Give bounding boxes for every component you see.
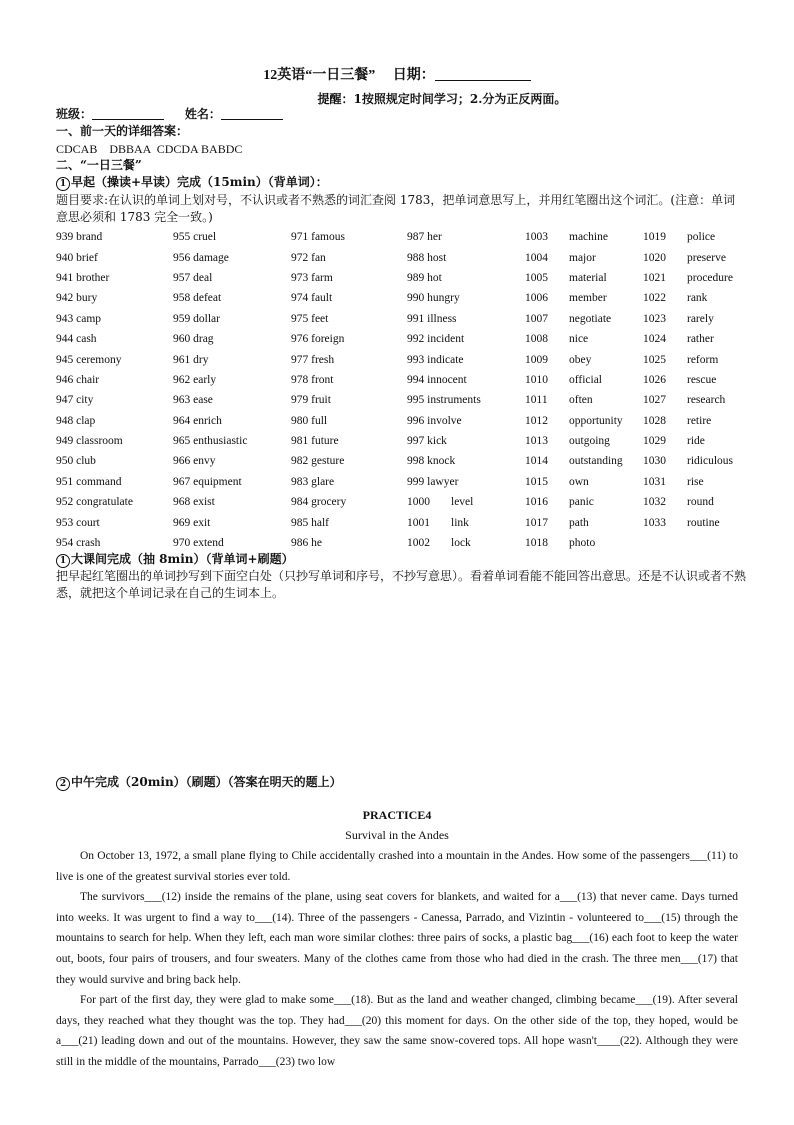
word-text: ridiculous [687,455,733,468]
word-entry: 968 exist [173,496,215,509]
word-number: 1022 [643,292,666,305]
word-text: opportunity [569,414,623,427]
word-entry: 994 innocent [407,373,467,386]
word-text: retire [687,414,712,427]
word-number: 1011 [525,394,548,407]
word-cell[interactable] [56,451,173,471]
date-label: 日期： [392,68,435,83]
word-cell[interactable] [643,370,743,390]
word-entry: 997 kick [407,435,447,448]
word-cell[interactable] [643,329,743,349]
word-entry: 942 bury [56,292,98,305]
word-entry: 977 fresh [291,353,335,366]
word-cell[interactable] [407,431,525,451]
word-cell[interactable] [525,431,643,451]
word-text: outstanding [569,455,623,468]
word-entry: 975 feet [291,312,329,325]
word-cell[interactable] [56,512,173,532]
word-row [56,451,743,471]
student-info [56,107,283,122]
word-cell[interactable] [525,533,643,553]
word-entry: 992 incident [407,333,465,346]
word-text: path [569,516,589,529]
word-text: research [687,394,726,407]
word-text: nice [569,333,589,346]
practice-subtitle: Survival in the Andes [345,828,449,842]
word-number: 1007 [525,312,548,325]
word-cell[interactable] [407,411,525,431]
word-row [56,533,743,553]
word-row [56,349,743,369]
word-entry: 949 classroom [56,435,123,448]
word-text: lock [451,537,471,550]
word-number: 1033 [643,516,666,529]
morning-heading [56,175,328,191]
word-cell[interactable] [56,227,173,247]
word-cell[interactable] [525,390,643,410]
word-entry: 964 enrich [173,414,222,427]
class-heading-text: 大课间完成（抽 8min）（背单词+刷题） [71,552,294,566]
word-text: major [569,251,596,264]
circled-one-icon: 1 [56,177,70,191]
word-number: 1021 [643,271,666,284]
word-entry: 971 famous [291,231,345,244]
page-title [0,64,794,84]
section2-heading: 二、“一日三餐” [56,158,142,172]
practice-title: PRACTICE4 [362,808,432,822]
word-entry: 985 half [291,516,330,529]
word-cell[interactable] [173,411,291,431]
word-text: reform [687,353,719,366]
word-cell[interactable] [56,349,173,369]
word-cell[interactable] [525,247,643,267]
word-text: member [569,292,607,305]
word-number: 1005 [525,271,548,284]
word-entry: 982 gesture [291,455,345,468]
word-cell[interactable] [291,431,407,451]
word-cell[interactable] [173,390,291,410]
word-cell[interactable] [173,329,291,349]
passage-paragraph: On October 13, 1972, a small plane flying to Chile accidentally crashed into a mountain in the Andes. How some of the passengers___(11) to live is one of the greatest survival stories ever told. [56,850,738,883]
word-cell[interactable] [643,309,743,329]
word-cell[interactable] [407,472,525,492]
word-cell[interactable] [56,472,173,492]
word-cell[interactable] [291,288,407,308]
word-cell[interactable] [291,309,407,329]
word-cell[interactable] [56,247,173,267]
word-entry: 961 dry [173,353,209,366]
word-cell[interactable] [407,288,525,308]
word-text: level [451,496,474,509]
word-entry: 952 congratulate [56,496,133,509]
word-entry: 988 host [407,251,447,264]
word-entry: 941 brother [56,271,110,284]
name-blank[interactable] [221,107,283,120]
word-entry: 958 defeat [173,292,222,305]
word-cell[interactable] [173,533,291,553]
word-cell[interactable] [173,512,291,532]
word-number: 1012 [525,414,548,427]
word-entry: 943 camp [56,312,102,325]
word-number: 1017 [525,516,548,529]
word-entry: 940 brief [56,251,98,264]
word-number: 1020 [643,251,666,264]
word-text: panic [569,496,594,509]
word-cell[interactable] [291,247,407,267]
word-cell[interactable] [525,288,643,308]
name-label: 姓名： [184,107,221,121]
morning-heading-text: 早起（操读+早读）完成（15min）（背单词）： [71,175,328,189]
word-cell[interactable] [407,329,525,349]
word-entry: 981 future [291,435,339,448]
word-text: preserve [687,251,726,264]
word-entry: 976 foreign [291,333,345,346]
word-cell[interactable] [56,492,173,512]
word-cell[interactable] [407,349,525,369]
word-text: police [687,231,716,244]
word-number: 1015 [525,475,548,488]
word-cell[interactable] [643,390,743,410]
word-cell[interactable] [525,309,643,329]
word-number: 1026 [643,373,666,386]
word-text: material [569,271,607,284]
word-entry: 979 fruit [291,394,331,407]
word-entry: 980 full [291,414,328,427]
word-number: 1000 [407,496,430,509]
word-cell[interactable] [173,309,291,329]
word-entry: 996 involve [407,414,462,427]
word-number: 1023 [643,312,666,325]
word-cell[interactable] [173,288,291,308]
word-number: 1029 [643,435,666,448]
word-entry: 951 command [56,475,122,488]
word-number: 1014 [525,455,548,468]
section1-answers: CDCAB DBBAA CDCDA BABDC [56,142,243,156]
word-entry: 962 early [173,373,217,386]
word-cell[interactable] [643,268,743,288]
passage-paragraph: For part of the first day, they were glad to make some___(18). But as the land and weather changed, climbing became___(19). After several days, they reached what they thought was the top. They had___(20) this moment for days. On the other side of the top, they hoped, would be a___(21) leading down and out of the mountains. However, they saw the same snow-covered tops. All hope wasn't____(22). Although they were still in the middle of the mountains, Parrado___(23) two low [56,994,738,1068]
requirement-text: 题目要求:在认识的单词上划对号，不认识或者不熟悉的词汇查阅 1783，把单词意思写上，并用红笔圈出这个词汇。(注意：单词意思必须和 1783 完全一致。) [56,193,736,224]
word-number: 1019 [643,231,666,244]
reminder: 提醒：1按照规定时间学习；2.分为正反两面。 [317,92,567,106]
word-cell[interactable] [291,349,407,369]
word-text: often [569,394,593,407]
word-cell[interactable] [56,533,173,553]
word-entry: 974 fault [291,292,333,305]
word-entry: 987 her [407,231,442,244]
word-cell[interactable] [525,472,643,492]
word-cell[interactable] [291,268,407,288]
word-text: routine [687,516,720,529]
word-cell[interactable] [643,472,743,492]
word-number: 1024 [643,333,666,346]
word-cell[interactable] [291,492,407,512]
word-text: ride [687,435,705,448]
word-number: 1010 [525,373,548,386]
word-entry: 939 brand [56,231,103,244]
word-cell[interactable] [173,451,291,471]
word-row [56,472,743,492]
word-text: obey [569,353,592,366]
date-blank[interactable] [435,66,531,81]
word-cell[interactable] [173,492,291,512]
word-text: rise [687,475,704,488]
word-entry: 993 indicate [407,353,464,366]
word-cell[interactable] [407,370,525,390]
word-cell[interactable] [525,349,643,369]
word-row [56,329,743,349]
word-text: rescue [687,373,717,386]
word-cell[interactable] [291,411,407,431]
word-entry: 999 lawyer [407,475,459,488]
word-cell[interactable] [56,431,173,451]
title-text: 12英语“一日三餐” [263,68,376,83]
word-number: 1032 [643,496,666,509]
word-row [56,431,743,451]
word-table [56,227,743,553]
word-number: 1008 [525,333,548,346]
word-entry: 991 illness [407,312,457,325]
word-cell[interactable] [173,431,291,451]
word-entry: 973 farm [291,271,333,284]
word-cell[interactable] [173,472,291,492]
word-cell[interactable] [56,268,173,288]
word-number: 1028 [643,414,666,427]
word-cell[interactable] [643,411,743,431]
word-entry: 990 hungry [407,292,460,305]
word-cell[interactable] [407,492,525,512]
word-cell[interactable] [407,309,525,329]
word-cell[interactable] [56,370,173,390]
word-cell[interactable] [643,512,743,532]
word-row [56,390,743,410]
word-text: photo [569,537,596,550]
word-cell[interactable] [643,431,743,451]
word-cell[interactable] [407,451,525,471]
word-cell[interactable] [291,370,407,390]
section1-heading: 一、前一天的详细答案： [56,124,189,138]
word-text: rarely [687,312,714,325]
word-entry: 967 equipment [173,475,242,488]
word-entry: 959 dollar [173,312,220,325]
word-row [56,268,743,288]
circled-two-icon: 2 [56,777,70,791]
word-cell[interactable] [291,451,407,471]
word-entry: 972 fan [291,251,326,264]
word-entry: 960 drag [173,333,214,346]
word-cell[interactable] [407,533,525,553]
word-cell[interactable] [525,411,643,431]
word-row [56,247,743,267]
word-cell[interactable] [291,329,407,349]
word-number: 1031 [643,475,666,488]
word-cell[interactable] [56,309,173,329]
word-text: rank [687,292,708,305]
word-cell[interactable] [525,512,643,532]
noon-heading-text: 中午完成（20min）（刷题）（答案在明天的题上） [71,775,342,789]
word-cell[interactable] [525,370,643,390]
word-entry: 954 crash [56,537,101,550]
class-label: 班级： [56,107,93,121]
word-number: 1006 [525,292,548,305]
word-cell[interactable] [643,227,743,247]
word-cell[interactable] [525,451,643,471]
word-entry: 986 he [291,537,322,550]
word-cell[interactable] [643,349,743,369]
word-text: official [569,373,602,386]
word-entry: 963 ease [173,394,213,407]
word-entry: 956 damage [173,251,229,264]
word-entry: 989 hot [407,271,442,284]
word-cell[interactable] [407,247,525,267]
word-entry: 950 club [56,455,96,468]
word-number: 1003 [525,231,548,244]
word-entry: 965 enthusiastic [173,435,248,448]
word-number: 1002 [407,537,430,550]
word-cell[interactable] [56,390,173,410]
word-cell[interactable] [291,227,407,247]
word-cell[interactable] [407,268,525,288]
word-cell[interactable] [525,227,643,247]
word-row [56,227,743,247]
word-text: round [687,496,714,509]
word-text: procedure [687,271,733,284]
word-entry: 966 envy [173,455,216,468]
word-text: negotiate [569,312,612,325]
word-cell[interactable] [56,288,173,308]
word-row [56,288,743,308]
word-row [56,309,743,329]
word-text: machine [569,231,608,244]
word-number: 1013 [525,435,548,448]
class-blank[interactable] [92,107,164,120]
word-entry: 969 exit [173,516,211,529]
word-number: 1001 [407,516,430,529]
word-entry: 948 clap [56,414,96,427]
word-cell[interactable] [56,411,173,431]
word-entry: 983 glare [291,475,335,488]
word-cell[interactable] [525,329,643,349]
word-number: 1018 [525,537,548,550]
word-entry: 947 city [56,394,94,407]
word-entry: 984 grocery [291,496,347,509]
word-cell[interactable] [525,268,643,288]
word-entry: 955 cruel [173,231,217,244]
word-cell[interactable] [643,288,743,308]
word-entry: 970 extend [173,537,224,550]
word-number: 1004 [525,251,548,264]
word-row [56,370,743,390]
word-number: 1030 [643,455,666,468]
word-row [56,492,743,512]
word-number: 1016 [525,496,548,509]
word-cell[interactable] [643,492,743,512]
practice-passage [56,846,738,1073]
class-heading [56,552,294,568]
word-text: rather [687,333,714,346]
word-cell[interactable] [173,247,291,267]
word-entry: 998 knock [407,455,456,468]
word-text: outgoing [569,435,610,448]
word-cell[interactable] [291,390,407,410]
word-cell[interactable] [643,451,743,471]
word-entry: 953 court [56,516,100,529]
word-entry: 995 instruments [407,394,481,407]
word-cell[interactable] [173,370,291,390]
circled-one-icon: 1 [56,554,70,568]
word-cell[interactable] [643,247,743,267]
word-entry: 957 deal [173,271,213,284]
word-number: 1009 [525,353,548,366]
class-instruction: 把早起红笔圈出的单词抄写到下面空白处（只抄写单词和序号，不抄写意思）。看着单词看能不能回答出意思。还是不认识或者不熟悉，就把这个单词记录在自己的生词本上。 [56,569,747,600]
word-number: 1025 [643,353,666,366]
word-cell[interactable] [173,227,291,247]
word-entry: 944 cash [56,333,97,346]
word-number: 1027 [643,394,666,407]
word-text: link [451,516,469,529]
word-text: own [569,475,589,488]
word-cell[interactable] [173,349,291,369]
word-cell[interactable] [407,390,525,410]
word-row [56,411,743,431]
word-cell[interactable] [291,512,407,532]
word-cell[interactable] [291,472,407,492]
word-entry: 978 front [291,373,334,386]
word-cell[interactable] [525,492,643,512]
noon-heading [56,773,342,791]
word-entry: 945 ceremony [56,353,122,366]
word-cell[interactable] [291,533,407,553]
word-cell[interactable] [407,227,525,247]
word-cell[interactable] [173,268,291,288]
word-cell[interactable] [56,329,173,349]
passage-paragraph: The survivors___(12) inside the remains of the plane, using seat covers for blankets, and waited for a___(13) that never came. Days turned into weeks. It was urgent to find a way to___(14). Three of the passengers - Canessa, Parrado, and Vizintin - volunteered to___(15) through the mountains to search for help. When they left, each man wore similar clothes: three pairs of socks, a plastic bag___(16) each foot to keep the water out, boots, four pairs of trousers, and four sweaters. Many of the clothes came from those who had died in the crash. The three men___(17) that they would survive and bring back help. [56,891,738,986]
word-row [56,512,743,532]
word-cell[interactable] [407,512,525,532]
word-entry: 946 chair [56,373,100,386]
